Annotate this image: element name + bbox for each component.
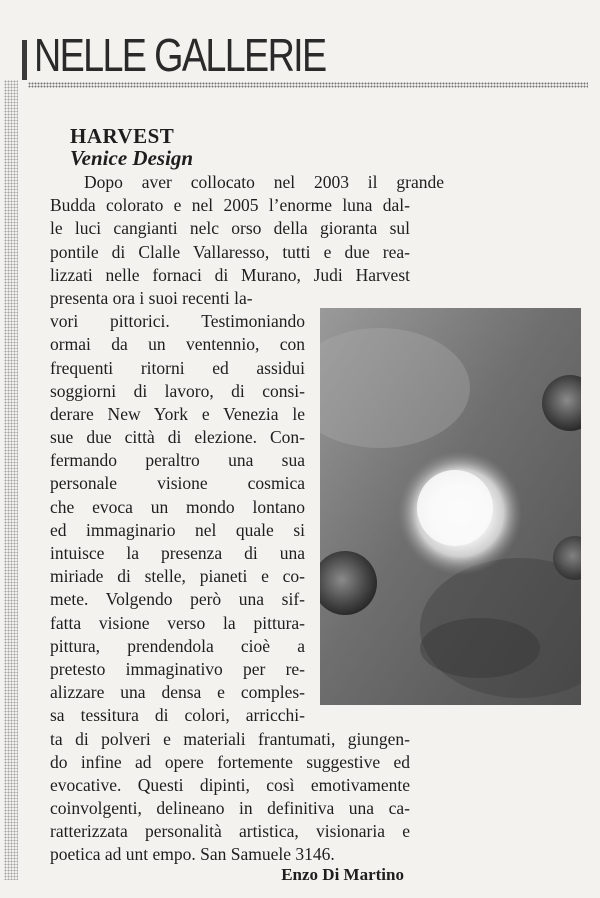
text-line: le luci cangianti nelc orso della gioranta sul [50, 218, 410, 239]
artwork-photo [320, 308, 581, 705]
text-line: pittura, prendendola cioè a [50, 635, 305, 656]
text-line: soggiorni di lavoro, di consi- [50, 380, 305, 401]
section-title-rule [22, 40, 27, 80]
dotted-top-border [28, 82, 588, 88]
text-line: coinvolgenti, delineano in definitiva una ca- [50, 798, 410, 819]
text-line: derare New York e Venezia le [50, 403, 305, 424]
section-title: NELLE GALLERIE [34, 29, 326, 81]
text-line: personale visione cosmica [50, 473, 305, 494]
artwork-painting [320, 308, 581, 705]
text-line: pontile di Clalle Vallaresso, tutti e due rea- [50, 241, 410, 262]
text-line: sa tessitura di colori, arricchi- [50, 705, 305, 726]
text-line: fermando peraltro una sua [50, 450, 305, 471]
artwork-sphere-core [417, 470, 493, 546]
text-line: pretesto immaginativo per re- [50, 658, 305, 679]
text-line: Budda colorato e nel 2005 l’enorme luna dal- [50, 195, 410, 216]
text-line: intuisce la presenza di una [50, 543, 305, 563]
article-headline: HARVEST [70, 124, 175, 148]
text-line: ed immaginario nel quale si [50, 519, 305, 540]
text-line: frequenti ritorni ed assidui [50, 357, 305, 378]
text-line: mete. Volgendo però una sif- [50, 589, 305, 610]
text-line: che evoca un mondo lontano [50, 496, 305, 517]
text-line: sue due città di elezione. Con- [50, 427, 305, 448]
text-line: presenta ora i suoi recenti la- [50, 287, 253, 308]
text-line: evocative. Questi dipinti, così emotivamente [50, 774, 410, 795]
text-line: poetica ad unt empo. San Samuele 3146. [50, 844, 335, 865]
text-line: ratterizzata personalità artistica, visionaria e [50, 821, 410, 842]
text-line: Dopo aver collocato nel 2003 il grande [84, 172, 444, 192]
article-body-wide-bottom [50, 728, 410, 867]
text-line: vori pittorici. Testimoniando [50, 311, 305, 332]
text-line: fatta visione verso la pittura- [50, 612, 305, 633]
article-body-wide [50, 171, 444, 310]
dotted-side-border [4, 80, 18, 880]
text-line: lizzati nelle fornaci di Murano, Judi Harvest [50, 264, 410, 285]
text-line: ormai da un ventennio, con [50, 334, 305, 355]
text-line: miriade di stelle, pianeti e co- [50, 566, 305, 587]
text-line: alizzare una densa e comples- [50, 682, 305, 703]
article-author: Enzo Di Martino [281, 865, 404, 884]
article-subheadline: Venice Design [70, 146, 194, 170]
text-line: ta di polveri e materiali frantumati, giungen- [50, 728, 410, 749]
artwork-dark-mass [420, 618, 540, 678]
text-line: do infine ad opere fortemente suggestive ed [50, 751, 410, 772]
